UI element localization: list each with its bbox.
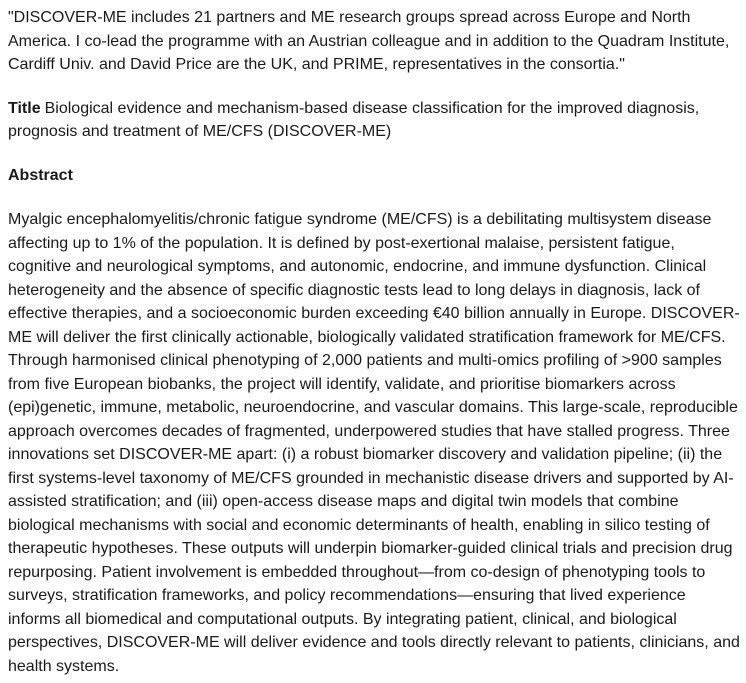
abstract-heading: Abstract bbox=[8, 166, 73, 184]
abstract-paragraph: Myalgic encephalomyelitis/chronic fatigue syndrome (ME/CFS) is a debilitating multisystem disease affecting up to 1% of the population. It is defined by post-exertional malaise, persistent fatigue, cognitive and neurological symptoms, and autonomic, endocrine, and immune dysfunction. Clinical heterogeneity and the absence of specific diagnostic tests lead to long delays in diagnosis, lack of effective therapies, and a socioeconomic burden exceeding €40 billion annually in Europe. DISCOVER-ME will deliver the first clinically actionable, biologically validated stratification framework for ME/CFS. Through harmonised clinical phenotyping of 2,000 patients and multi-omics profiling of >900 samples from five European biobanks, the project will identify, validate, and prioritise biomarkers across (epi)genetic, immune, metabolic, neuroendocrine, and vascular domains. This large-scale, reproducible approach overcomes decades of fragmented, underpowered studies that have stalled progress. Three innovations set DISCOVER-ME apart: (i) a robust biomarker discovery and validation pipeline; (ii) the first systems-level taxonomy of ME/CFS grounded in mechanistic disease drivers and supported by AI-assisted stratification; and (iii) open-access disease maps and digital twin models that combine biological mechanisms with social and economic determinants of health, enabling in silico testing of therapeutic hypotheses. These outputs will underpin biomarker-guided clinical trials and precision drug repurposing. Patient involvement is embedded throughout—from co-design of phenotyping tools to surveys, stratification frameworks, and policy recommendations—ensuring that lived experience informs all biomedical and computational outputs. By integrating patient, clinical, and biological perspectives, DISCOVER-ME will deliver evidence and tools directly relevant to patients, clinicians, and health systems. bbox=[8, 211, 740, 675]
quote-paragraph: "DISCOVER-ME includes 21 partners and ME research groups spread across Europe and North America. I co-lead the programme with an Austrian colleague and in addition to the Quadram Institute, Cardiff Univ. and David Price are the UK, and PRIME, representatives in the consortia." bbox=[8, 9, 730, 73]
title-paragraph bbox=[8, 97, 740, 144]
title-text: Biological evidence and mechanism-based disease classification for the improved diagnosis, prognosis and treatment of ME/CFS (DISCOVER-ME) bbox=[8, 99, 700, 140]
title-label: Title bbox=[8, 99, 41, 117]
